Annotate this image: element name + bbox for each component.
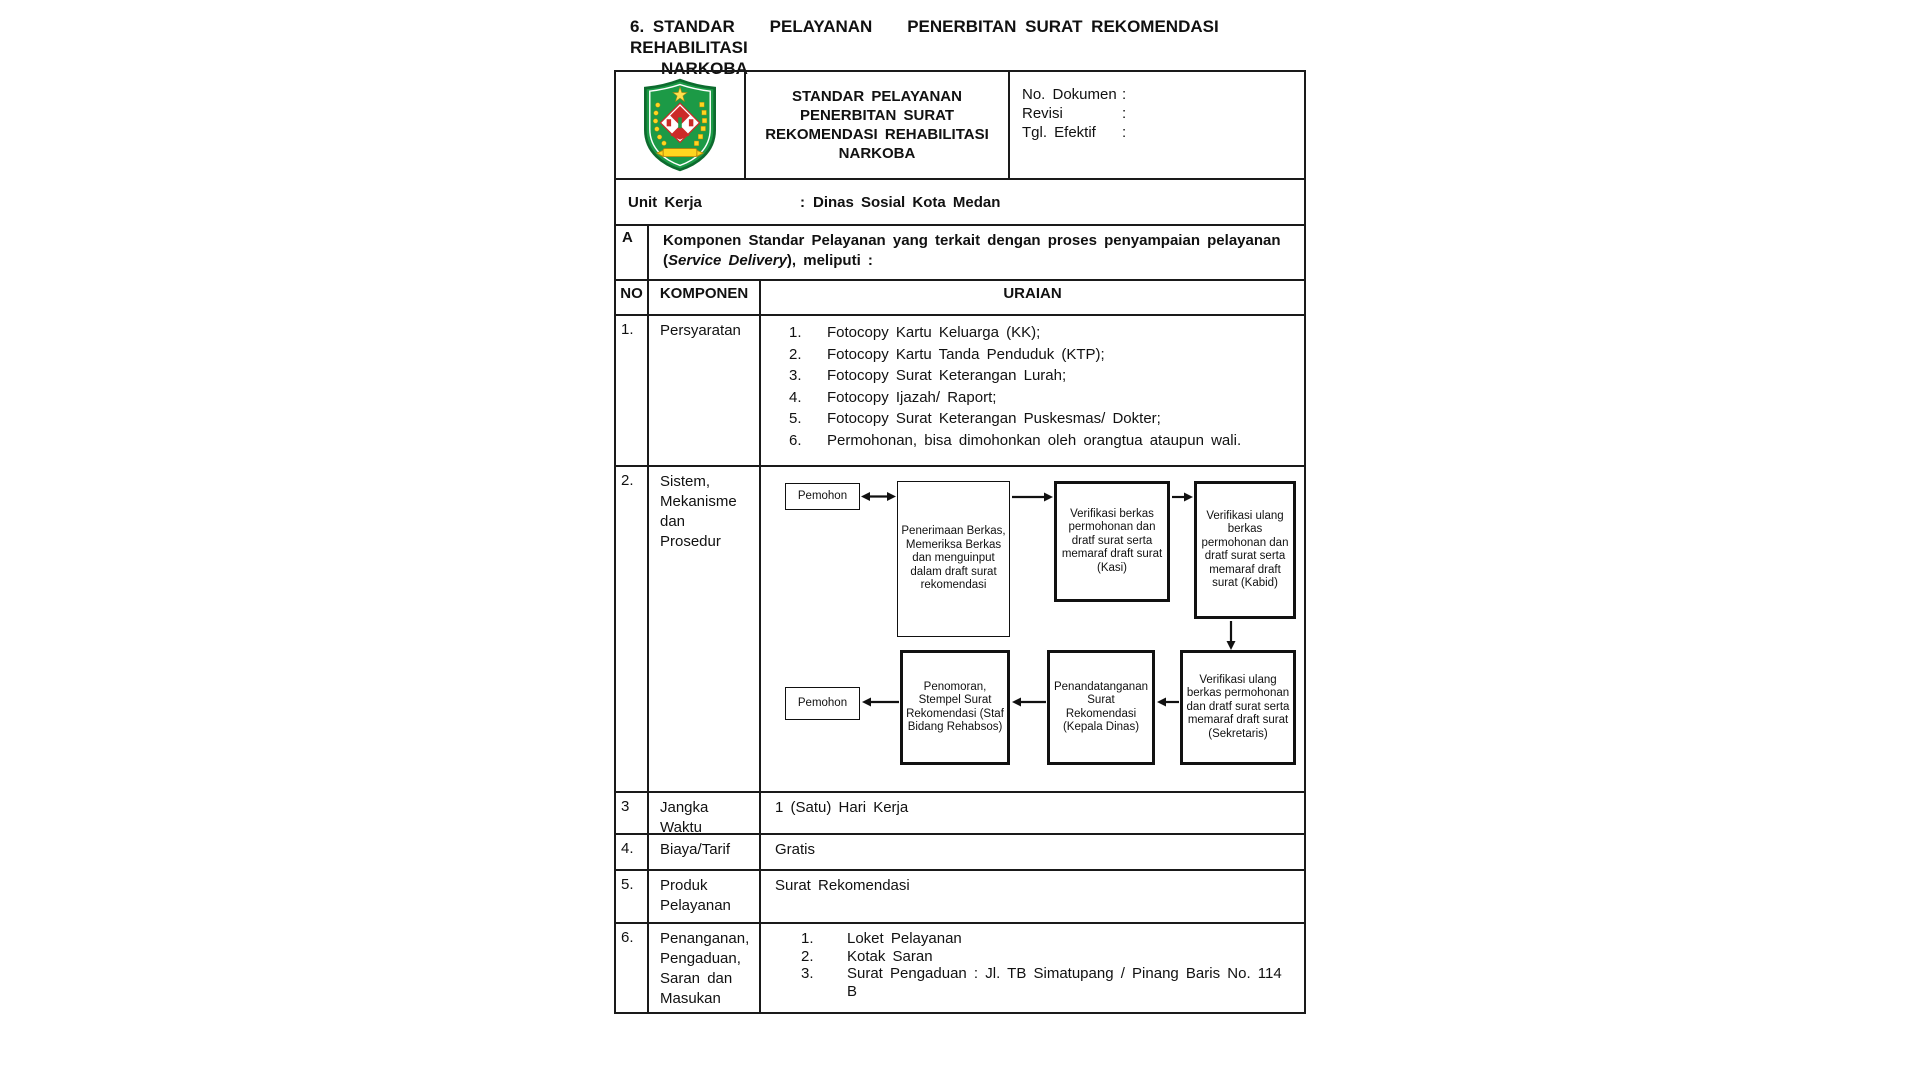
pengaduan-list: [761, 929, 1294, 1000]
revision-label: Revisi: [1022, 105, 1063, 122]
item-number: 3.: [789, 367, 802, 384]
item-text: Kotak Saran: [847, 947, 933, 965]
effective-date-colon: :: [1122, 124, 1127, 141]
unit-kerja-label: Unit Kerja: [628, 193, 702, 211]
row-number: 4.: [616, 835, 649, 869]
doc-title-line: REKOMENDASI REHABILITASI: [765, 126, 989, 143]
section-a-text-italic: Service Delivery: [668, 252, 787, 269]
flow-box-verifikasi-kasi: Verifikasi berkas permohonan dan dratf surat serta memaraf draft surat (Kasi): [1054, 481, 1170, 602]
flow-box-verifikasi-sekretaris: Verifikasi ulang berkas permohonan dan dratf surat serta memaraf draft surat (Sekretaris): [1180, 650, 1296, 765]
section-a-code: A: [616, 226, 649, 279]
row-komponen: Produk Pelayanan: [649, 871, 761, 922]
item-text: Fotocopy Kartu Tanda Penduduk (KTP);: [827, 345, 1105, 363]
list-item: [789, 365, 1294, 387]
produk-pelayanan-value: Surat Rekomendasi: [775, 877, 910, 894]
item-number: 2.: [789, 345, 802, 363]
list-item: [789, 344, 1294, 366]
table-row-penanganan-pengaduan: [616, 924, 1304, 1012]
document-title-cell: [746, 72, 1010, 178]
item-text: Fotocopy Surat Keterangan Lurah;: [827, 367, 1067, 384]
item-number: 3.: [801, 965, 814, 982]
doc-title-line: PENERBITAN SURAT: [799, 107, 955, 124]
table-row-produk-pelayanan: [616, 871, 1304, 924]
list-item: [789, 408, 1294, 430]
medan-city-emblem-logo: [640, 78, 720, 172]
persyaratan-list: [761, 321, 1294, 451]
table-header-band: [616, 72, 1304, 180]
column-header-komponen: KOMPONEN: [649, 281, 761, 314]
list-item: [801, 965, 1294, 1000]
item-number: 2.: [801, 947, 814, 965]
list-item: [801, 930, 1294, 948]
flow-box-pemohon-end: Pemohon: [785, 687, 860, 720]
table-row-biaya-tarif: [616, 835, 1304, 871]
jangka-waktu-value: 1 (Satu) Hari Kerja: [775, 799, 909, 816]
item-text: Permohonan, bisa dimohonkan oleh orangtua ataupun wali.: [827, 431, 1242, 449]
row-komponen: Jangka Waktu: [649, 793, 761, 833]
page-title-line2: NARKOBA: [661, 59, 748, 78]
list-item: [789, 387, 1294, 409]
row-uraian: [761, 835, 1304, 869]
doc-number-label: No. Dokumen: [1022, 86, 1117, 103]
item-number: 1.: [789, 324, 802, 341]
row-uraian: [761, 316, 1304, 465]
flow-box-kepala-dinas: Penandatanganan Surat Rekomendasi (Kepala Dinas): [1047, 650, 1155, 765]
row-uraian: [761, 871, 1304, 922]
revision-line: [1022, 104, 1304, 123]
row-number: 1.: [616, 316, 649, 465]
column-header-row: [616, 281, 1304, 316]
item-text: Surat Pengaduan : Jl. TB Simatupang / Pinang Baris No. 114 B: [847, 965, 1282, 1000]
item-number: 1.: [801, 930, 814, 947]
doc-title-line: STANDAR PELAYANAN: [792, 88, 962, 105]
banner-scroll: [657, 149, 703, 157]
row-komponen: Persyaratan: [649, 316, 761, 465]
doc-number-line: [1022, 85, 1304, 104]
page-title-line1: 6. STANDAR PELAYANAN PENERBITAN SURAT REKOMENDASI REHABILITASI: [630, 17, 1228, 57]
row-uraian: [761, 793, 1304, 833]
logo-cell: [616, 72, 746, 178]
item-text: Fotocopy Ijazah/ Raport;: [827, 388, 997, 406]
item-number: 5.: [789, 410, 802, 427]
table-row-jangka-waktu: [616, 793, 1304, 835]
unit-kerja-value: Dinas Sosial Kota Medan: [813, 193, 1001, 211]
item-text: Fotocopy Kartu Keluarga (KK);: [827, 324, 1041, 341]
row-komponen: Biaya/Tarif: [649, 835, 761, 869]
list-item: [789, 430, 1294, 452]
section-a-row: [616, 226, 1304, 281]
document-info-cell: [1010, 72, 1304, 178]
row-uraian: [761, 924, 1304, 1012]
effective-date-line: [1022, 123, 1304, 142]
service-standard-table: [614, 70, 1306, 1014]
table-row-sistem-mekanisme: [616, 467, 1304, 793]
row-komponen: Penanganan, Pengaduan, Saran dan Masukan: [649, 924, 761, 1012]
flow-box-pemohon-start: Pemohon: [785, 483, 860, 510]
flow-arrows: [761, 467, 1308, 793]
section-a-text-start: Komponen Standar Pelayanan yang terkait dengan proses penyampaian pelayanan (: [663, 232, 1281, 269]
item-number: 4.: [789, 388, 802, 406]
row-uraian-flowchart: [761, 467, 1304, 791]
procedure-flowchart: [761, 467, 1308, 793]
list-item: [789, 322, 1294, 344]
biaya-tarif-value: Gratis: [775, 841, 816, 858]
row-number: 6.: [616, 924, 649, 1012]
item-number: 6.: [789, 431, 802, 449]
flow-box-penomoran-stempel: Penomoran, Stempel Surat Rekomendasi (Staf Bidang Rehabsos): [900, 650, 1010, 765]
revision-colon: :: [1122, 105, 1127, 122]
unit-kerja-row: [616, 180, 1304, 226]
row-number: 2.: [616, 467, 649, 791]
table-row-persyaratan: [616, 316, 1304, 467]
section-a-text: [649, 226, 1304, 279]
row-number: 5.: [616, 871, 649, 922]
section-a-text-end: ), meliputi :: [786, 252, 873, 269]
doc-title-line: NARKOBA: [838, 145, 916, 162]
list-item: [801, 948, 1294, 966]
unit-kerja-colon: :: [800, 193, 805, 211]
row-komponen: Sistem, Mekanisme dan Prosedur: [649, 467, 761, 791]
effective-date-label: Tgl. Efektif: [1022, 124, 1096, 141]
doc-number-colon: :: [1122, 86, 1127, 103]
item-text: Fotocopy Surat Keterangan Puskesmas/ Dokter;: [827, 410, 1161, 427]
item-text: Loket Pelayanan: [847, 930, 962, 947]
row-number: 3: [616, 793, 649, 833]
column-header-uraian: URAIAN: [1003, 285, 1062, 302]
flow-box-penerimaan-berkas: Penerimaan Berkas, Memeriksa Berkas dan menguinput dalam draft surat rekomendasi: [897, 481, 1010, 637]
column-header-no: NO: [616, 281, 649, 314]
flow-box-verifikasi-kabid: Verifikasi ulang berkas permohonan dan dratf surat serta memaraf draft surat (Kabid): [1194, 481, 1296, 619]
